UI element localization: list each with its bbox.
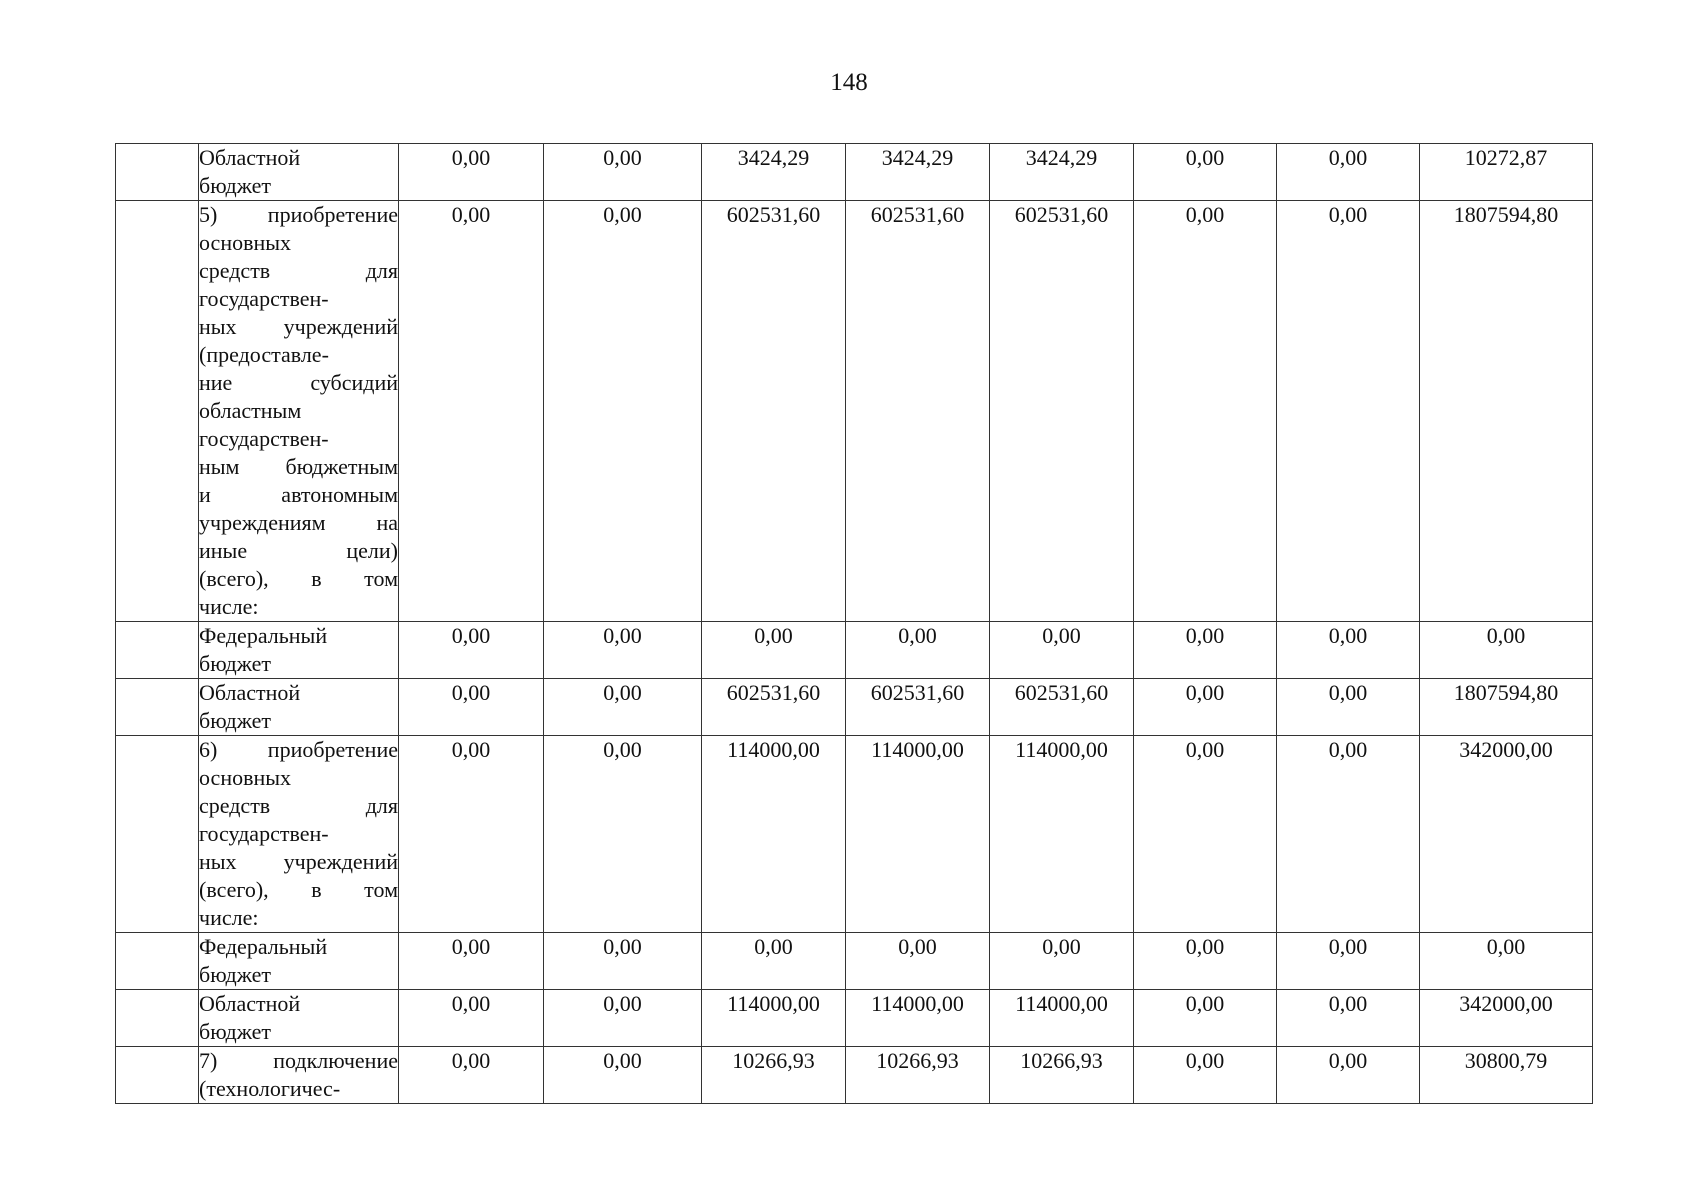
description-line: и автономным [199, 482, 398, 507]
description-line: государствен- [199, 426, 329, 451]
description-line: ным бюджетным [199, 454, 398, 479]
description-line: числе: [199, 905, 259, 930]
value-cell: 0,00 [1134, 201, 1277, 622]
table-row [116, 679, 1593, 736]
description-line: (технологичес- [199, 1076, 341, 1101]
description-line: бюджет [199, 708, 271, 733]
table-row [116, 144, 1593, 201]
value-cell: 0,00 [990, 933, 1134, 990]
description-line: числе: [199, 594, 259, 619]
description-line: учреждениям на [199, 510, 398, 535]
description-line: основных [199, 765, 292, 790]
table-row [116, 933, 1593, 990]
value-cell: 342000,00 [1420, 990, 1593, 1047]
value-cell: 0,00 [1277, 933, 1420, 990]
budget-table [115, 143, 1593, 1104]
description-line: Федеральный [199, 623, 328, 648]
row-number-cell [116, 933, 199, 990]
row-number-cell [116, 679, 199, 736]
value-cell: 114000,00 [702, 990, 846, 1047]
value-cell: 0,00 [399, 201, 544, 622]
description-line: областным [199, 398, 302, 423]
value-cell: 0,00 [1134, 1047, 1277, 1104]
row-number-cell [116, 622, 199, 679]
value-cell: 0,00 [399, 679, 544, 736]
value-cell: 114000,00 [702, 736, 846, 933]
row-number-cell [116, 736, 199, 933]
description-cell [199, 144, 399, 201]
description-line: основных [199, 230, 292, 255]
description-line: ние субсидий [199, 370, 398, 395]
table-row [116, 622, 1593, 679]
value-cell: 0,00 [544, 736, 702, 933]
description-line: государствен- [199, 821, 329, 846]
description-line: 7) подключение [199, 1048, 398, 1073]
value-cell: 0,00 [544, 622, 702, 679]
page-number: 148 [830, 69, 868, 96]
description-line: Областной [199, 680, 301, 705]
value-cell: 0,00 [544, 1047, 702, 1104]
value-cell: 0,00 [702, 933, 846, 990]
table-row [116, 1047, 1593, 1104]
value-cell: 114000,00 [846, 736, 990, 933]
value-cell: 0,00 [1277, 201, 1420, 622]
value-cell: 10266,93 [990, 1047, 1134, 1104]
description-line: (всего), в том [199, 566, 398, 591]
description-line: 5) приобретение [199, 202, 398, 227]
value-cell: 0,00 [544, 144, 702, 201]
value-cell: 0,00 [399, 990, 544, 1047]
description-line: бюджет [199, 173, 271, 198]
value-cell: 10272,87 [1420, 144, 1593, 201]
value-cell: 0,00 [544, 679, 702, 736]
value-cell: 0,00 [846, 933, 990, 990]
row-number-cell [116, 1047, 199, 1104]
description-cell [199, 933, 399, 990]
value-cell: 0,00 [1420, 933, 1593, 990]
value-cell: 0,00 [399, 933, 544, 990]
value-cell: 114000,00 [990, 736, 1134, 933]
value-cell: 30800,79 [1420, 1047, 1593, 1104]
value-cell: 1807594,80 [1420, 679, 1593, 736]
description-cell [199, 201, 399, 622]
value-cell: 0,00 [846, 622, 990, 679]
value-cell: 602531,60 [846, 679, 990, 736]
value-cell: 0,00 [1277, 144, 1420, 201]
description-cell [199, 1047, 399, 1104]
description-line: средств для [199, 258, 398, 283]
description-line: ных учреждений [199, 314, 398, 339]
value-cell: 3424,29 [702, 144, 846, 201]
value-cell: 602531,60 [990, 679, 1134, 736]
value-cell: 0,00 [1134, 736, 1277, 933]
value-cell: 602531,60 [990, 201, 1134, 622]
value-cell: 0,00 [1134, 144, 1277, 201]
value-cell: 0,00 [544, 933, 702, 990]
description-line: Областной [199, 991, 301, 1016]
description-line: иные цели) [199, 538, 398, 563]
value-cell: 0,00 [399, 736, 544, 933]
value-cell: 0,00 [1277, 679, 1420, 736]
value-cell: 3424,29 [990, 144, 1134, 201]
description-line: Областной [199, 145, 301, 170]
value-cell: 342000,00 [1420, 736, 1593, 933]
description-line: бюджет [199, 962, 271, 987]
value-cell: 0,00 [1134, 622, 1277, 679]
value-cell: 0,00 [544, 990, 702, 1047]
value-cell: 602531,60 [702, 201, 846, 622]
value-cell: 0,00 [990, 622, 1134, 679]
value-cell: 0,00 [1134, 679, 1277, 736]
description-line: средств для [199, 793, 398, 818]
value-cell: 0,00 [702, 622, 846, 679]
value-cell: 0,00 [1277, 622, 1420, 679]
description-cell [199, 736, 399, 933]
description-line: (всего), в том [199, 877, 398, 902]
value-cell: 0,00 [1420, 622, 1593, 679]
value-cell: 0,00 [544, 201, 702, 622]
description-line: государствен- [199, 286, 329, 311]
value-cell: 602531,60 [846, 201, 990, 622]
description-line: Федеральный [199, 934, 328, 959]
row-number-cell [116, 201, 199, 622]
description-line: 6) приобретение [199, 737, 398, 762]
value-cell: 0,00 [1277, 1047, 1420, 1104]
value-cell: 0,00 [399, 622, 544, 679]
description-cell [199, 622, 399, 679]
value-cell: 0,00 [399, 144, 544, 201]
value-cell: 114000,00 [846, 990, 990, 1047]
value-cell: 0,00 [1134, 990, 1277, 1047]
row-number-cell [116, 144, 199, 201]
value-cell: 10266,93 [702, 1047, 846, 1104]
value-cell: 3424,29 [846, 144, 990, 201]
description-cell [199, 990, 399, 1047]
value-cell: 114000,00 [990, 990, 1134, 1047]
description-line: (предоставле- [199, 342, 329, 367]
value-cell: 0,00 [1134, 933, 1277, 990]
value-cell: 10266,93 [846, 1047, 990, 1104]
description-line: ных учреждений [199, 849, 398, 874]
value-cell: 602531,60 [702, 679, 846, 736]
table-row [116, 736, 1593, 933]
description-cell [199, 679, 399, 736]
value-cell: 0,00 [399, 1047, 544, 1104]
table-body [116, 144, 1593, 1104]
description-line: бюджет [199, 1019, 271, 1044]
table-row [116, 201, 1593, 622]
value-cell: 1807594,80 [1420, 201, 1593, 622]
value-cell: 0,00 [1277, 736, 1420, 933]
description-line: бюджет [199, 651, 271, 676]
value-cell: 0,00 [1277, 990, 1420, 1047]
row-number-cell [116, 990, 199, 1047]
table-row [116, 990, 1593, 1047]
